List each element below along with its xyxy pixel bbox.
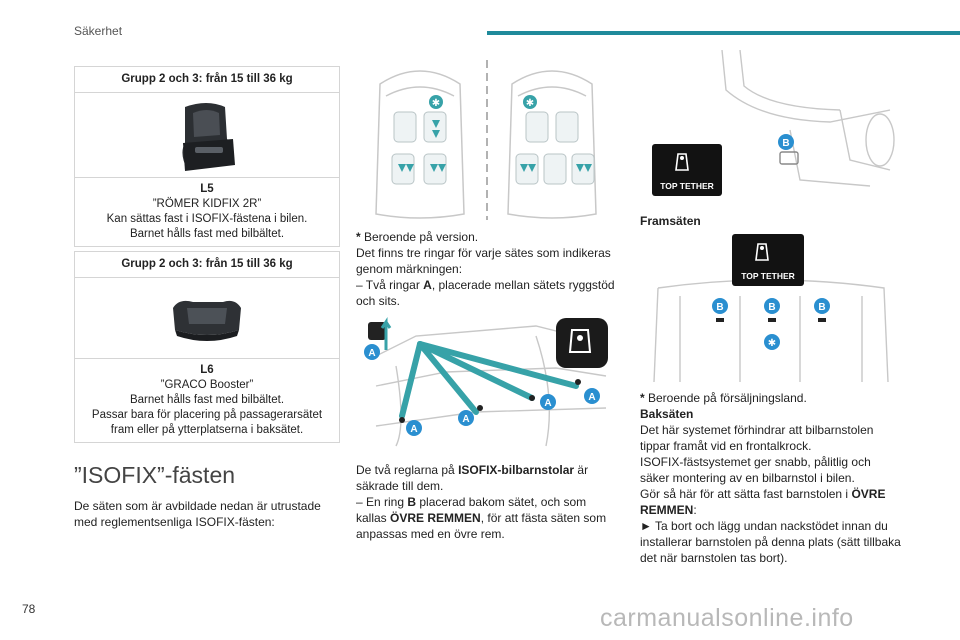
how-suffix: : [693,503,697,517]
seat-line-2: Barnet hålls fast med bilbältet. [129,228,285,240]
item-b-prefix: – En ring [356,495,408,509]
asterisk: * [356,230,361,244]
rings-text: Det finns tre ringar för varje sätes som indikeras genom märkningen: [356,246,611,276]
front-seat-tether-diagram [640,50,900,202]
table-header: Grupp 2 och 3: från 15 till 36 kg [75,67,339,93]
system-text: Det här systemet förhindrar att bilbarnstolen tippar framåt vid en frontalkrock. [640,423,874,453]
isofix-text: ISOFIX-fästsystemet ger snabb, pålitlig och säker montering av en bilbarnstol i bilen. [640,455,871,485]
kidfix-seat-image [75,93,339,177]
item-a-prefix: – Två ringar [356,278,424,292]
seat-name: ”RÖMER KIDFIX 2R” [152,198,262,210]
seat-code: L5 [200,183,214,195]
item-b-bold: ÖVRE REMMEN [390,511,481,525]
clips-suffix: är säkrade till dem. [356,463,589,493]
item-b-middle: placerad bakom sätet, och som kallas [356,495,587,525]
how-prefix: Gör så här för att sätta fast barnstolen i [640,487,852,501]
seat-table-l5 [74,66,340,247]
isofix-intro: De säten som är avbildade nedan är utrustade med reglementsenliga ISOFIX-fästen: [74,499,321,529]
seat-line-1: Kan sättas fast i ISOFIX-fästena i bilen. [106,213,308,225]
watermark: carmanualsonline.info [600,604,854,632]
item-b-text: , för att fästa säten som anpassas med en övre rem. [356,511,607,541]
top-tether-badge-label: TOP TETHER [741,271,795,281]
label-a: A [410,424,418,435]
label-b: B [716,302,724,313]
asterisk: * [640,391,645,405]
label-a: A [368,348,376,359]
seat-line-1: Barnet hålls fast med bilbältet. [129,394,285,406]
seat-table-l6 [74,251,340,443]
header-accent-bar [487,31,960,35]
clips-bold: ISOFIX-bilbarnstolar [458,463,575,477]
star-marker: ✱ [525,98,535,109]
step-arrow-icon: ► [640,519,652,533]
item-a-text: , placerade mellan sätets ryggstöd och sits. [356,278,615,308]
seat-description [75,359,339,442]
section-title: Säkerhet [74,24,123,38]
label-b: B [782,138,790,149]
table-header: Grupp 2 och 3: från 15 till 36 kg [75,252,339,278]
clips-prefix: De två reglarna på [356,463,459,477]
column3-text [640,390,902,566]
seat-line-2: Passar bara för placering på passagerarsätet fram eller på ytterplatserna i baksätet. [91,409,323,436]
item-a-letter: A [423,278,432,292]
isofix-heading: ”ISOFIX”-fästen [74,462,236,488]
star-marker: ✱ [431,98,441,109]
label-b: B [818,302,826,313]
car-top-view-figure [356,54,618,224]
graco-booster-image [75,278,339,358]
label-b: B [768,302,776,313]
seat-name: ”GRACO Booster” [160,379,254,391]
column2-text-top [356,229,620,309]
seat-image-cell [75,93,339,178]
top-tether-badge-label: TOP TETHER [660,181,714,191]
page-number: 78 [22,602,36,616]
version-note: Beroende på version. [360,230,479,244]
isofix-anchor-diagram [356,316,618,450]
seat-image-cell [75,278,339,359]
step-text: Ta bort och lägg undan nackstödet innan du installerar barnstolen på denna plats (sätt tillbaka det när barnstolen tas bort). [640,519,901,565]
column2-text-bottom [356,462,620,542]
label-a: A [544,398,552,409]
front-seats-heading [640,213,900,229]
rear-seats-tether-diagram [640,232,900,384]
item-b-letter: B [407,495,417,509]
how-bold: ÖVRE REMMEN [640,487,886,517]
market-note: Beroende på försäljningsland. [644,391,807,405]
star-marker: ✱ [767,338,777,349]
seat-code: L6 [200,364,214,376]
label-a: A [588,392,596,403]
label-a: A [462,414,470,425]
rear-seats-label: Baksäten [640,407,694,421]
front-seats-label: Framsäten [640,214,701,228]
seat-description [75,178,339,246]
